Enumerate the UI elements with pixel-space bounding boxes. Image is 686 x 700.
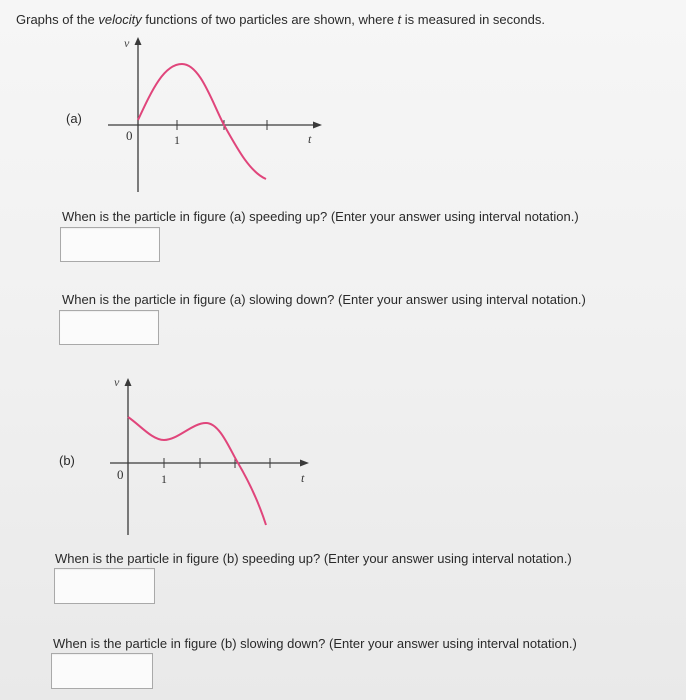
figure-b-t-arrow <box>300 460 309 467</box>
answer-a-slowing-input[interactable] <box>59 310 159 345</box>
figure-b-v-arrow <box>125 378 132 386</box>
figure-a-axis-t-label: t <box>308 132 312 146</box>
figure-b-velocity-curve <box>128 417 266 525</box>
figure-a-velocity-curve <box>138 64 266 179</box>
figure-a-tick-1-label: 1 <box>174 133 180 147</box>
figure-b-axis-v-label: v <box>114 375 120 389</box>
intro-end: is measured in seconds. <box>401 12 545 27</box>
figure-a-t-arrow <box>313 122 322 129</box>
figure-a-label: (a) <box>66 111 82 126</box>
figure-a-v-arrow <box>135 37 142 45</box>
intro-var-t: t <box>397 12 402 27</box>
figure-a-tick-0-label: 0 <box>126 128 133 143</box>
figure-b-axis-t-label: t <box>301 471 305 485</box>
intro-before: Graphs of the <box>16 12 99 27</box>
answer-b-speeding-input[interactable] <box>54 568 155 604</box>
question-a-speeding: When is the particle in figure (a) speeding up? (Enter your answer using interval notation.) <box>62 209 579 224</box>
figure-b-graph <box>80 370 330 540</box>
intro-after: functions of two particles are shown, where <box>141 12 398 27</box>
answer-b-slowing-input[interactable] <box>51 653 153 689</box>
figure-b-tick-0-label: 0 <box>117 467 124 482</box>
figure-b-tick-1-label: 1 <box>161 472 167 486</box>
intro-text <box>16 12 545 27</box>
figure-a-graph <box>90 32 330 202</box>
question-b-speeding: When is the particle in figure (b) speeding up? (Enter your answer using interval notation.) <box>55 551 572 566</box>
figure-b-label: (b) <box>59 453 75 468</box>
question-b-slowing: When is the particle in figure (b) slowing down? (Enter your answer using interval notation.) <box>53 636 577 651</box>
question-a-slowing: When is the particle in figure (a) slowing down? (Enter your answer using interval notation.) <box>62 292 586 307</box>
intro-emph: velocity <box>98 12 142 27</box>
figure-a-axis-v-label: v <box>124 36 130 50</box>
answer-a-speeding-input[interactable] <box>60 227 160 262</box>
